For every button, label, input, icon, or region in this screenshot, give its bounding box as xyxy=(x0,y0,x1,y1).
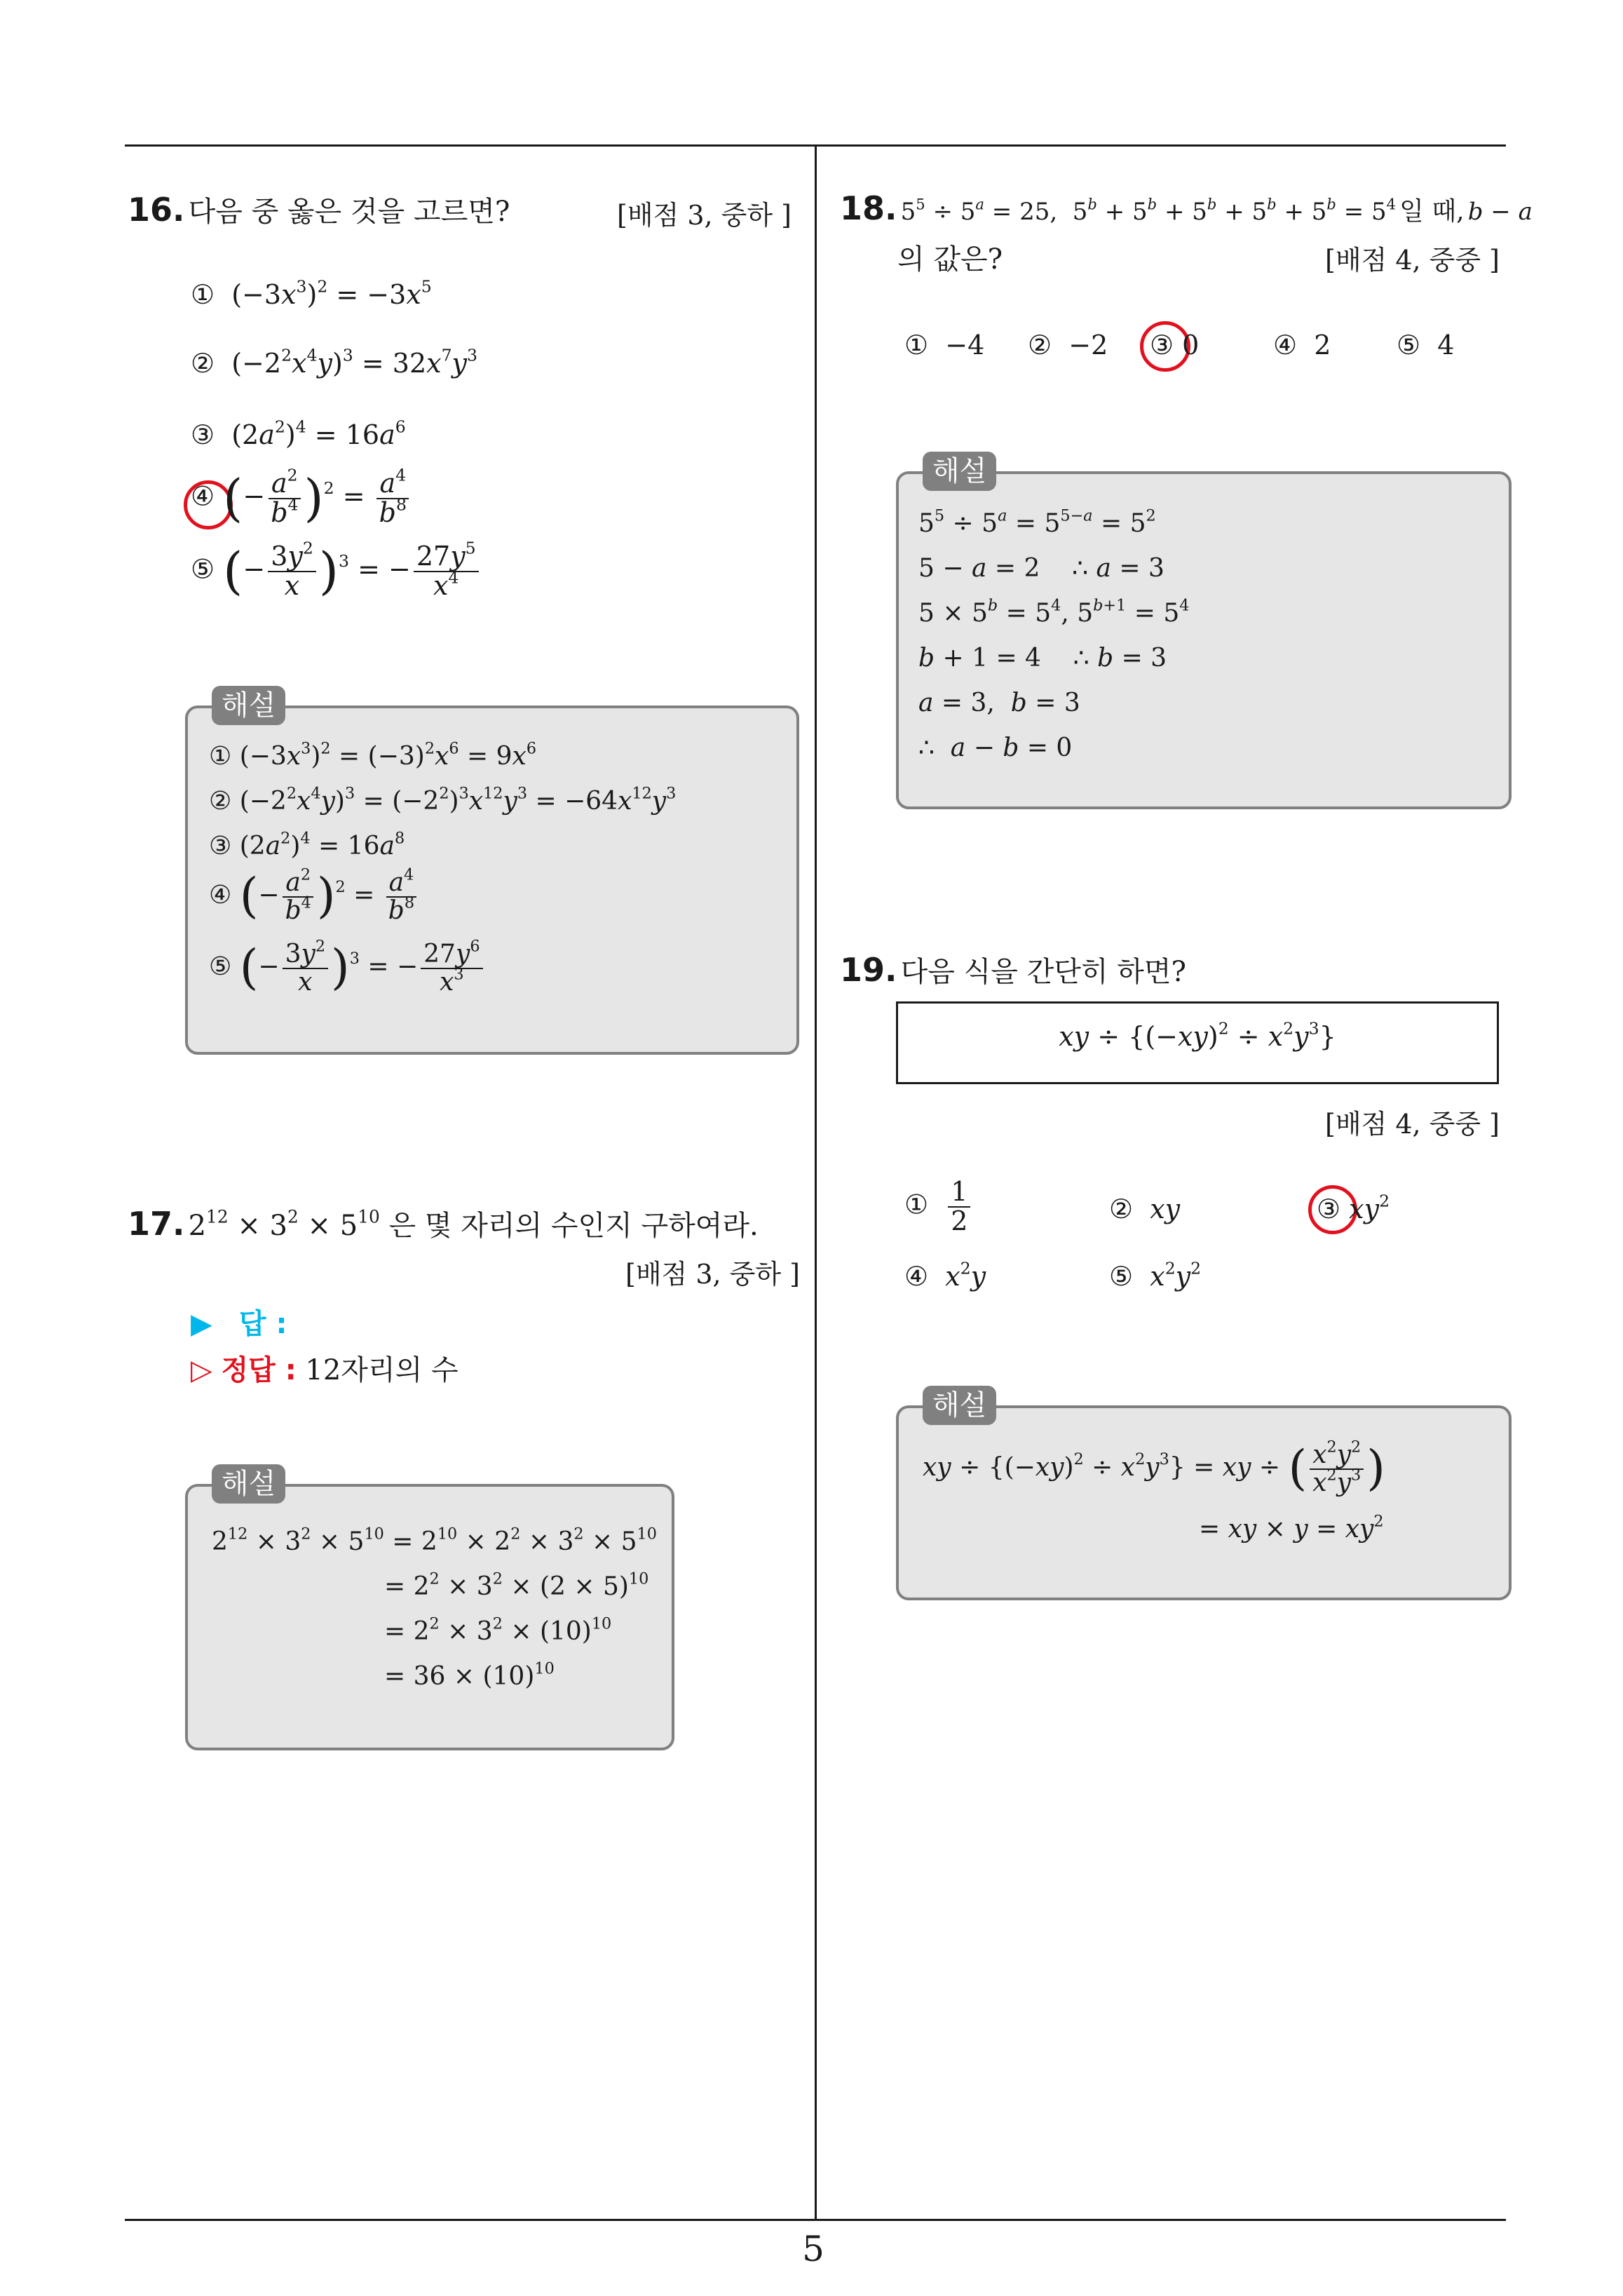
q19-difficulty: [배점 4, 중중 ] xyxy=(1325,1109,1500,1140)
q19-header xyxy=(840,950,1186,990)
q17-answer-line[interactable] xyxy=(191,1302,287,1342)
q19-option-5[interactable]: ⑤ $x^2y^2$ xyxy=(1109,1258,1202,1292)
q17-solution-line-3: = $2^2 \times 3^2 \times (10)^{10}$ xyxy=(384,1614,612,1646)
q18-solution-line-4: b + 1 = 4 ∴ b = 3 xyxy=(918,644,1167,673)
q17-header: 17. $2^{12} \times 3^2 \times 5^{10}$ 은 몇 자리의 수인지 구하여라. xyxy=(128,1205,759,1243)
q17-solution-tag: 해설 xyxy=(212,1464,285,1504)
q18-option-5[interactable]: ⑤ 4 xyxy=(1397,330,1455,360)
q19-solution-box xyxy=(896,1405,1512,1600)
q16-option-2[interactable]: ② $(-2^2x^4y)^3 = 32x^7y^3$ xyxy=(191,345,477,379)
q16-header xyxy=(128,189,510,229)
q17-solution-line-2: = $2^2 \times 3^2 \times (2 \times 5)^{10}$ xyxy=(384,1569,649,1601)
q18-solution-line-5: a = 3, b = 3 xyxy=(918,689,1080,717)
q17-solution-line-4: = $36 \times (10)^{10}$ xyxy=(384,1659,555,1691)
q19-question: 다음 식을 간단히 하면? xyxy=(900,956,1186,988)
column-divider xyxy=(815,144,817,2220)
q19-option-1[interactable]: ① $\frac{1}{2}$ xyxy=(904,1178,973,1236)
q16-option-4[interactable]: ④ (− $\frac{a^2}{b^4}$ )$^2$ = $\frac{a^4}{b^8}$ xyxy=(191,470,412,527)
q16-difficulty: [배점 3, 중하 ] xyxy=(617,200,792,231)
q17-answer-label: 답 : xyxy=(238,1308,287,1340)
q16-solution-line-1: ① $(-3x^3)^2 = (-3)^2x^6 = 9x^6$ xyxy=(209,739,537,771)
q19-option-2[interactable]: ② xy xyxy=(1109,1194,1181,1224)
q17-solution-line-1: $2^{12} \times 3^2 \times 5^{10} = 2^{10} \times 2^2 \times 3^2 \times 5^{10}$ xyxy=(212,1525,657,1556)
q19-option-4[interactable]: ④ $x^2y$ xyxy=(904,1258,986,1292)
q18-difficulty: [배점 4, 중중 ] xyxy=(1325,245,1500,276)
q18-solution-line-2: 5 − a = 2 ∴ a = 3 xyxy=(918,554,1164,583)
q16-number: 16. xyxy=(128,191,185,229)
q17-question: 은 몇 자리의 수인지 구하여라. xyxy=(388,1210,759,1242)
q18-solution-line-6: ∴ a − b = 0 xyxy=(918,734,1073,762)
q19-number: 19. xyxy=(840,951,897,989)
q18-option-4[interactable]: ④ 2 xyxy=(1273,330,1331,360)
q16-option-3[interactable]: ③ $(2a^2)^4 = 16a^6$ xyxy=(191,417,406,450)
q18-solution-line-3: $5 \times 5^b = 5^4$, $5^{b+1} = 5^4$ xyxy=(918,596,1190,628)
q18-question-line-2: 의 값은? xyxy=(897,243,1003,276)
q16-option-5[interactable]: ⑤ (− $\frac{3y^2}{x}$ )$^3$ = − $\frac{27y^5}{x^4}$ xyxy=(191,543,482,600)
outline-arrow-icon: ▷ xyxy=(191,1354,212,1386)
q19-expression: xy ÷ $\{(-xy)^2 \div x^2y^3\}$ xyxy=(1059,1018,1336,1052)
q18-question: 일 때, xyxy=(1399,197,1465,226)
q18-solution-tag: 해설 xyxy=(923,452,996,491)
q18-option-2[interactable]: ② −2 xyxy=(1028,330,1108,360)
q16-solution-line-3: ③ $(2a^2)^4 = 16a^8$ xyxy=(209,829,405,860)
bottom-rule xyxy=(125,2219,1506,2221)
q16-solution-tag: 해설 xyxy=(212,686,285,725)
q19-option-3[interactable]: ③ $xy^2$ xyxy=(1317,1191,1390,1224)
q18-option-3[interactable]: ③ 0 xyxy=(1150,330,1200,360)
q19-solution-line-1: xy ÷ $\{(-xy)^2 \div x^2y^3\}$ = xy ÷ ( $\frac{x^2y^2}{x^2y^3}$ ) xyxy=(923,1438,1385,1497)
q16-option-1[interactable]: ① $(-3x^3)^2 = -3x^5$ xyxy=(191,276,432,310)
q16-question: 다음 중 옳은 것을 고르면? xyxy=(188,196,510,228)
q16-solution-line-2: ② $(-2^2x^4y)^3 = (-2^2)^3x^{12}y^3 = -64x^{12}y^3$ xyxy=(209,784,677,816)
q17-number: 17. xyxy=(128,1205,185,1243)
q18-header: 18. $5^5 \div 5^a = 25$, $5^b + 5^b + 5^b + 5^b + 5^b = 5^4$ 일 때, b − a xyxy=(840,189,1533,227)
play-arrow-icon: ▶ xyxy=(191,1308,212,1340)
q18-solution-line-1: $5^5 \div 5^a = 5^{5-a} = 5^2$ xyxy=(918,506,1156,538)
q16-solution-line-5: ⑤ (− $\frac{3y^2}{x}$ )$^3$ = − $\frac{27y^6}{x^3}$ xyxy=(209,941,486,996)
q17-key-line xyxy=(191,1348,459,1388)
q18-option-1[interactable]: ① −4 xyxy=(904,330,985,360)
q17-key-label: 정답 : xyxy=(221,1354,297,1386)
q17-key-value: 12자리의 수 xyxy=(305,1354,459,1386)
q16-solution-line-4: ④ (− $\frac{a^2}{b^4}$ )$^2$ = $\frac{a^4}{b^8}$ xyxy=(209,870,420,924)
page-number: 5 xyxy=(802,2229,824,2269)
q18-number: 18. xyxy=(840,189,897,227)
q17-difficulty: [배점 3, 중하 ] xyxy=(625,1259,800,1290)
q19-solution-tag: 해설 xyxy=(923,1386,996,1425)
q19-solution-line-2: = xy × $y = xy^2$ xyxy=(1199,1512,1384,1544)
